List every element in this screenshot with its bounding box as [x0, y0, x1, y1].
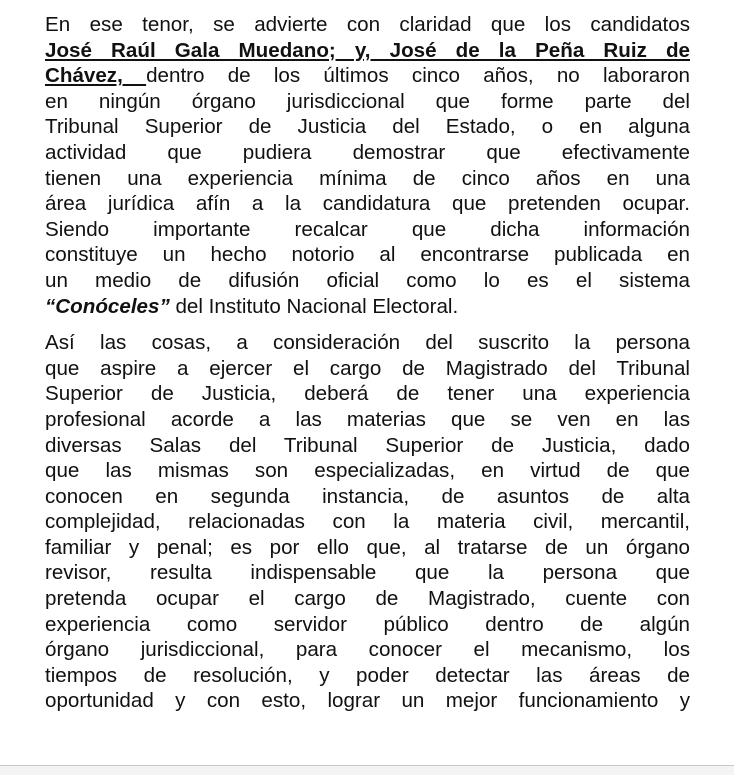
- text-line: [45, 294, 690, 320]
- text-segment: tienen una experiencia mínima de cinco años en una: [45, 166, 690, 190]
- text-segment: órgano jurisdiccional, para conocer el mecanismo, los: [45, 638, 690, 662]
- text-segment: que aspire a ejercer el cargo de Magistrado del Tribunal: [45, 356, 690, 380]
- text-line: [45, 509, 690, 535]
- text-line: [45, 381, 690, 407]
- text-line: [45, 586, 690, 612]
- text-segment: diversas Salas del Tribunal Superior de Justicia, dado: [45, 433, 690, 457]
- text-line: [45, 12, 690, 38]
- text-segment: experiencia como servidor público dentro de algún: [45, 612, 690, 636]
- document-page: [45, 12, 690, 725]
- text-segment: familiar y penal; es por ello que, al tratarse de un órgano: [45, 535, 690, 559]
- text-line: [45, 535, 690, 561]
- text-segment: un medio de difusión oficial como lo es el sistema: [45, 268, 690, 292]
- text-segment: pretenda ocupar el cargo de Magistrado, cuente con: [45, 587, 690, 611]
- text-segment: Superior de Justicia, deberá de tener una experiencia: [45, 382, 690, 406]
- text-line: [45, 637, 690, 663]
- text-line: [45, 330, 690, 356]
- text-line: [45, 663, 690, 689]
- text-segment: Así las cosas, a consideración del suscrito la persona: [45, 331, 690, 355]
- text-segment: Tribunal Superior de Justicia del Estado, o en alguna: [45, 115, 690, 139]
- text-segment: profesional acorde a las materias que se ven en las: [45, 407, 690, 431]
- text-line: [45, 560, 690, 586]
- text-line: [45, 688, 690, 714]
- paragraph: [45, 12, 690, 319]
- text-line: [45, 612, 690, 638]
- text-line: [45, 166, 690, 192]
- text-line: [45, 63, 690, 89]
- text-line: [45, 140, 690, 166]
- text-segment: actividad que pudiera demostrar que efectivamente: [45, 140, 690, 164]
- text-segment: en ningún órgano jurisdiccional que forme parte del: [45, 89, 690, 113]
- text-segment: área jurídica afín a la candidatura que pretenden ocupar.: [45, 192, 690, 216]
- text-line: [45, 407, 690, 433]
- text-line: [45, 242, 690, 268]
- text-segment: del Instituto Nacional Electoral.: [169, 294, 459, 318]
- text-segment: conocen en segunda instancia, de asuntos de alta: [45, 484, 690, 508]
- emphasized-text: Chávez,: [45, 64, 147, 88]
- text-line: [45, 433, 690, 459]
- text-line: [45, 191, 690, 217]
- text-line: [45, 484, 690, 510]
- emphasized-text: “Conóceles”: [45, 294, 170, 318]
- text-segment: complejidad, relacionadas con la materia civil, mercantil,: [45, 510, 690, 534]
- paragraph: [45, 330, 690, 714]
- text-line: [45, 89, 690, 115]
- text-segment: En ese tenor, se advierte con claridad que los candidatos: [45, 13, 690, 36]
- text-line: [45, 268, 690, 294]
- text-segment: que las mismas son especializadas, en virtud de que: [45, 459, 690, 483]
- text-segment: dentro de los últimos cinco años, no laboraron: [146, 64, 690, 88]
- text-segment: tiempos de resolución, y poder detectar las áreas de: [45, 663, 690, 687]
- emphasized-text: José Raúl Gala Muedano; y, José de la Peña Ruiz de: [45, 38, 690, 62]
- text-segment: oportunidad y con esto, lograr un mejor funcionamiento y: [45, 689, 690, 713]
- text-segment: revisor, resulta indispensable que la persona que: [45, 561, 690, 585]
- text-line: [45, 38, 690, 64]
- text-segment: constituye un hecho notorio al encontrarse publicada en: [45, 243, 690, 267]
- text-line: [45, 356, 690, 382]
- text-line: [45, 458, 690, 484]
- text-line: [45, 114, 690, 140]
- text-line: [45, 217, 690, 243]
- text-segment: Siendo importante recalcar que dicha información: [45, 217, 690, 241]
